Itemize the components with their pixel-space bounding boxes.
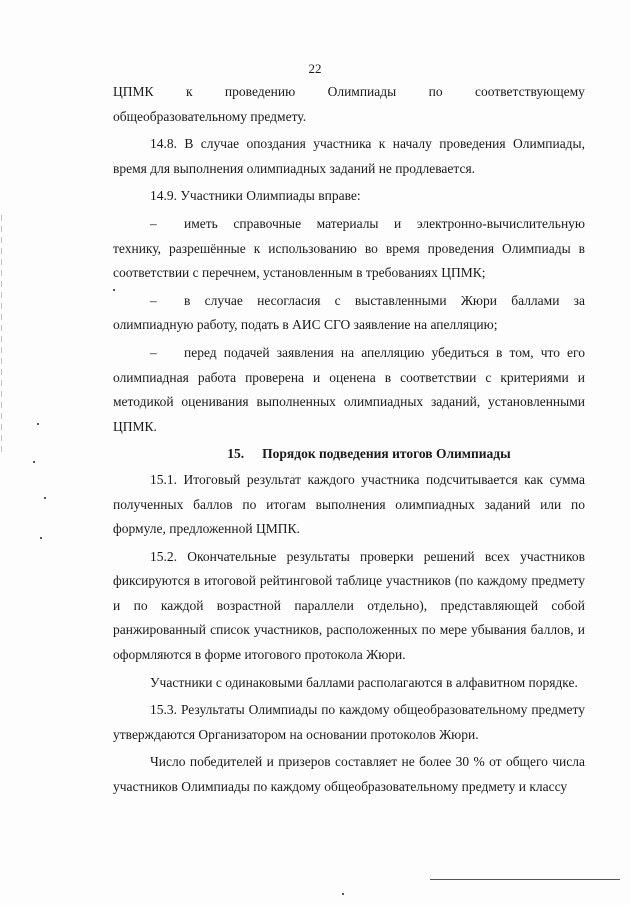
dash-marker: –: [150, 344, 157, 360]
word: к: [185, 84, 193, 99]
list-item: [113, 289, 585, 338]
scan-speck: [44, 497, 46, 499]
paragraph-15-3: 15.3. Результаты Олимпиады по каждому общеобразовательному предмету утверждаются Организатором на основании протоколов Жюри.: [113, 702, 585, 742]
paragraph-equal-scores: Участники с одинаковыми баллами располагаются в алфавитном порядке.: [150, 674, 578, 690]
word: ЦПМК: [113, 84, 154, 99]
section-title: Порядок подведения итогов Олимпиады: [262, 446, 511, 462]
list-item-text: перед подачей заявления на апелляцию убедиться в том, что его олимпиадная работа проверена и оценена в соответствии с критериями и методикой оценивания выполненных олимпиадных заданий, установленными ЦПМК.: [113, 344, 585, 434]
continuation-second-line: общеобразовательному предмету.: [113, 108, 307, 124]
word: соответствующему: [475, 84, 585, 99]
scan-speck: [33, 461, 35, 463]
scan-speck: [342, 893, 344, 895]
word: по: [428, 84, 443, 99]
continuation-first-line: [113, 80, 585, 105]
list-item-text: в случае несогласия с выставленными Жюри баллами за олимпиадную работу, подать в АИС СГО заявление на апелляцию;: [113, 292, 585, 333]
word: Олимпиады: [327, 84, 397, 99]
paragraph-15-1: 15.1. Итоговый результат каждого участника подсчитывается как сумма полученных баллов по итогам выполнения олимпиадных заданий или по формуле, предложенной ЦМПК.: [113, 471, 585, 537]
dash-marker: –: [150, 215, 157, 231]
dash-marker: –: [150, 292, 157, 308]
list-item: [113, 341, 585, 439]
word: проведению: [224, 84, 296, 99]
scan-speck: [37, 423, 39, 425]
section-heading-15: [113, 442, 585, 467]
scan-bottom-line: [430, 879, 620, 880]
list-item-text: иметь справочные материалы и электронно-вычислительную технику, разрешённые к использованию во время проведения Олимпиады в соответствии с перечнем, установленным в требованиях ЦПМК;: [113, 215, 585, 281]
scan-speck: [113, 289, 115, 291]
page-number: 22: [308, 61, 322, 76]
paragraph-14-8: 14.8. В случае опоздания участника к началу проведения Олимпиады, время для выполнения олимпиадных заданий не продлевается.: [113, 136, 585, 176]
list-item: [113, 212, 585, 286]
scan-speck: [40, 537, 42, 539]
paragraph-15-2: 15.2. Окончательные результаты проверки решений всех участников фиксируются в итоговой рейтинговой таблице участников (по каждому предмету и по каждой возрастной параллели отдельно), представляющей собой ранжированный список участников, расположенных по мере убывания баллов, и оформляются в форме итогового протокола Жюри.: [113, 548, 585, 663]
paragraph-14-9: 14.9. Участники Олимпиады вправе:: [150, 188, 361, 204]
scan-margin-artifact: [1, 215, 2, 455]
section-number: 15.: [227, 446, 245, 462]
document-body: [113, 80, 585, 800]
paragraph-winners: Число победителей и призеров составляет не более 30 % от общего числа участников Олимпиады по каждому общеобразовательному предмету и классу: [113, 754, 585, 795]
